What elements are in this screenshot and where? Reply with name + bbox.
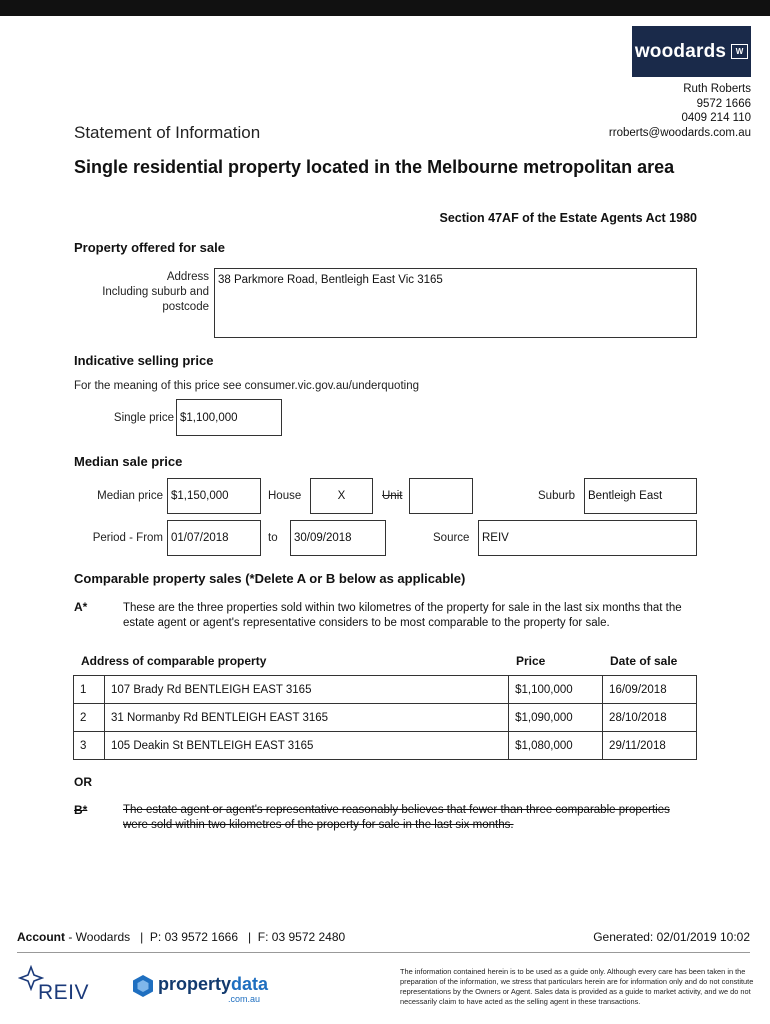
period-to-label: to (268, 532, 278, 544)
address-label-line-1: Address (166, 271, 209, 283)
row-address[interactable]: 31 Normanby Rd BENTLEIGH EAST 3165 (104, 704, 508, 732)
row-date[interactable]: 16/09/2018 (603, 676, 697, 704)
source-field[interactable]: REIV (478, 520, 697, 556)
row-price[interactable]: $1,080,000 (509, 732, 603, 760)
row-address[interactable]: 105 Deakin St BENTLEIGH EAST 3165 (104, 732, 508, 760)
agent-email[interactable]: rroberts@woodards.com.au (608, 126, 751, 139)
address-label-line-2: Including suburb and (102, 286, 209, 298)
table-row (74, 676, 697, 704)
table-row (74, 704, 697, 732)
reiv-text: REIV (38, 981, 90, 1004)
period-from-field[interactable]: 01/07/2018 (167, 520, 261, 556)
option-b-text: The estate agent or agent's representative reasonably believes that fewer than three comparable properties were sold within two kilometres of the property for sale in the last six months. (123, 804, 670, 831)
footer-divider (17, 952, 750, 953)
single-price-label: Single price (113, 412, 174, 424)
address-label (74, 270, 209, 315)
house-label: House (268, 490, 302, 502)
statement-title: Statement of Information (74, 123, 261, 142)
row-number: 1 (74, 676, 105, 704)
col-address-header: Address of comparable property (81, 654, 267, 668)
col-price-header: Price (516, 654, 546, 668)
top-bar (0, 0, 770, 16)
page-heading: Single residential property located in the Melbourne metropolitan area (74, 157, 675, 177)
propertydata-logo (132, 972, 272, 1008)
row-number: 3 (74, 732, 105, 760)
section-reference: Section 47AF of the Estate Agents Act 1980 (439, 211, 697, 225)
reiv-logo (18, 965, 98, 1005)
single-price-field[interactable]: $1,100,000 (176, 399, 282, 436)
period-to-field[interactable]: 30/09/2018 (290, 520, 386, 556)
option-a-marker: A* (74, 600, 88, 614)
agent-phone: 9572 1666 (696, 97, 751, 110)
account-line (17, 930, 345, 944)
row-price[interactable]: $1,090,000 (509, 704, 603, 732)
unit-field[interactable] (409, 478, 473, 514)
account-label: Account (17, 930, 65, 944)
indicative-section-title: Indicative selling price (74, 353, 214, 368)
median-price-field[interactable]: $1,150,000 (167, 478, 261, 514)
propertydata-part-b: data (231, 974, 269, 994)
suburb-field[interactable]: Bentleigh East (584, 478, 697, 514)
row-price[interactable]: $1,100,000 (509, 676, 603, 704)
comparable-sales-table (73, 675, 697, 760)
col-date-header: Date of sale (610, 654, 678, 668)
suburb-label: Suburb (538, 490, 576, 502)
unit-label: Unit (382, 490, 403, 502)
period-from-label: Period - From (92, 532, 163, 544)
option-a-text: These are the three properties sold within two kilometres of the property for sale in the last six months that the estate agent or agent's representative considers to be most comparable to the property for sale. (123, 602, 682, 629)
median-price-label: Median price (97, 490, 163, 502)
address-label-line-3: postcode (162, 301, 209, 313)
logo-mark-icon: W (731, 44, 748, 59)
source-label: Source (433, 532, 470, 544)
agent-contact (609, 82, 751, 140)
row-date[interactable]: 28/10/2018 (603, 704, 697, 732)
row-address[interactable]: 107 Brady Rd BENTLEIGH EAST 3165 (104, 676, 508, 704)
house-field[interactable]: X (310, 478, 373, 514)
account-details: - Woodards | P: 03 9572 1666 | F: 03 9572 2480 (65, 930, 346, 944)
agent-name: Ruth Roberts (683, 83, 751, 95)
propertydata-part-a: property (158, 974, 232, 994)
disclaimer-text: The information contained herein is to be used as a guide only. Although every care has been taken in the preparation of the information, we stress that particulars herein are for information only and do not constitute representations by the Owners or Agent. Sales data is provided as a guide to market activity, and we do not necessarily claim to have acted as the selling agent in these transactions. (400, 967, 754, 1006)
woodards-logo (632, 26, 751, 77)
option-b-marker: B* (74, 803, 88, 817)
logo-text: woodards (634, 40, 727, 62)
table-row (74, 732, 697, 760)
property-section-title: Property offered for sale (74, 240, 225, 255)
generated-timestamp: Generated: 02/01/2019 10:02 (593, 930, 750, 944)
row-number: 2 (74, 704, 105, 732)
comparable-section-title: Comparable property sales (*Delete A or B below as applicable) (74, 571, 466, 586)
or-label: OR (74, 775, 92, 789)
row-date[interactable]: 29/11/2018 (603, 732, 697, 760)
address-field[interactable]: 38 Parkmore Road, Bentleigh East Vic 3165 (214, 268, 697, 338)
underquoting-note: For the meaning of this price see consumer.vic.gov.au/underquoting (74, 380, 419, 392)
propertydata-hex-icon (132, 974, 154, 998)
propertydata-domain: .com.au (228, 994, 261, 1004)
propertydata-text (158, 974, 268, 995)
agent-mobile: 0409 214 110 (681, 112, 751, 124)
median-section-title: Median sale price (74, 454, 183, 469)
